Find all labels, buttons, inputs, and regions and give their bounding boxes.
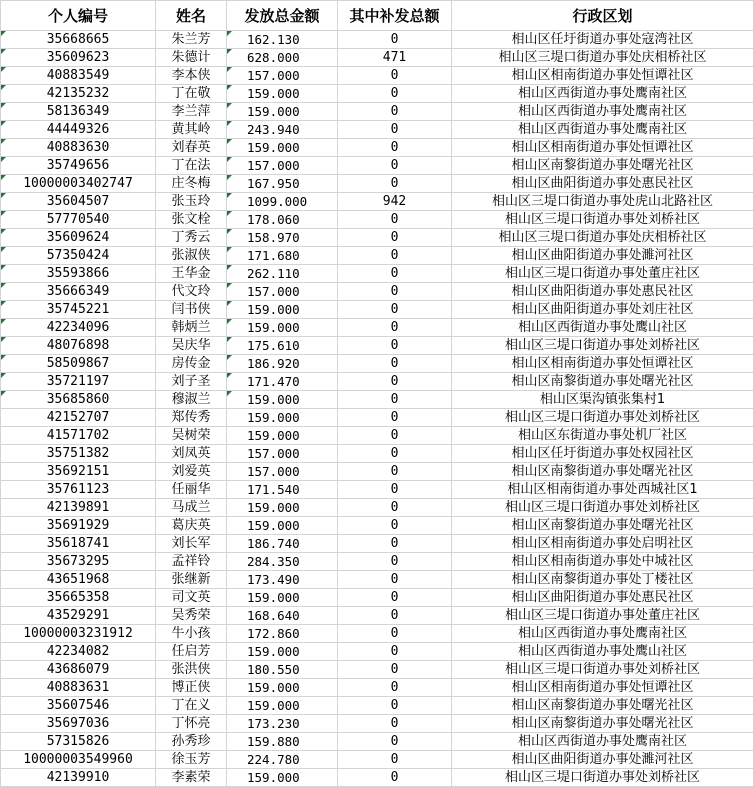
table-row (1, 463, 753, 481)
table-row (1, 553, 753, 571)
cell-total-amount[interactable]: 159.000 (227, 139, 338, 157)
cell-total-amount[interactable]: 159.000 (227, 301, 338, 319)
table-row (1, 49, 753, 67)
cell-name[interactable]: 刘长军 (156, 535, 227, 553)
cell-region[interactable]: 相山区任圩街道办事处权园社区 (452, 445, 753, 463)
table-row (1, 733, 753, 751)
cell-total-amount[interactable]: 159.000 (227, 517, 338, 535)
cell-person-id[interactable]: 40883631 (1, 679, 156, 697)
cell-region[interactable]: 相山区南黎街道办事处曙光社区 (452, 373, 753, 391)
cell-region[interactable]: 相山区西街道办事处鹰南社区 (452, 733, 753, 751)
cell-region[interactable]: 相山区三堤口街道办事处刘桥社区 (452, 769, 753, 787)
cell-back-pay[interactable]: 0 (338, 265, 452, 283)
table-body (1, 31, 753, 787)
cell-region[interactable]: 相山区三堤口街道办事处董庄社区 (452, 265, 753, 283)
cell-region[interactable]: 相山区三堤口街道办事处刘桥社区 (452, 661, 753, 679)
cell-back-pay[interactable]: 0 (338, 517, 452, 535)
header-row (1, 1, 753, 31)
cell-region[interactable]: 相山区三堤口街道办事处刘桥社区 (452, 211, 753, 229)
cell-total-amount[interactable]: 167.950 (227, 175, 338, 193)
cell-back-pay[interactable]: 0 (338, 121, 452, 139)
cell-back-pay[interactable]: 0 (338, 625, 452, 643)
cell-person-id[interactable]: 42135232 (1, 85, 156, 103)
table-row (1, 427, 753, 445)
cell-total-amount[interactable]: 173.490 (227, 571, 338, 589)
cell-person-id[interactable]: 40883630 (1, 139, 156, 157)
cell-total-amount[interactable]: 159.000 (227, 427, 338, 445)
table-row (1, 67, 753, 85)
cell-back-pay[interactable]: 0 (338, 697, 452, 715)
cell-back-pay[interactable]: 0 (338, 751, 452, 769)
cell-total-amount[interactable]: 159.000 (227, 391, 338, 409)
cell-total-amount[interactable]: 171.470 (227, 373, 338, 391)
cell-region[interactable]: 相山区曲阳街道办事处濉河社区 (452, 751, 753, 769)
table-row (1, 409, 753, 427)
cell-name[interactable]: 李素荣 (156, 769, 227, 787)
cell-total-amount[interactable]: 158.970 (227, 229, 338, 247)
cell-name[interactable]: 张继新 (156, 571, 227, 589)
cell-person-id[interactable]: 35721197 (1, 373, 156, 391)
cell-back-pay[interactable]: 0 (338, 589, 452, 607)
cell-back-pay[interactable]: 0 (338, 391, 452, 409)
cell-total-amount[interactable]: 159.000 (227, 319, 338, 337)
cell-person-id[interactable]: 35609623 (1, 49, 156, 67)
cell-total-amount[interactable]: 159.000 (227, 697, 338, 715)
cell-back-pay[interactable]: 0 (338, 337, 452, 355)
cell-region[interactable]: 相山区三堤口街道办事处刘桥社区 (452, 409, 753, 427)
table-row (1, 247, 753, 265)
table-row (1, 265, 753, 283)
table-row (1, 391, 753, 409)
table-row (1, 715, 753, 733)
cell-name[interactable]: 吴庆华 (156, 337, 227, 355)
cell-person-id[interactable]: 35593866 (1, 265, 156, 283)
cell-total-amount[interactable]: 168.640 (227, 607, 338, 625)
cell-name[interactable]: 代文玲 (156, 283, 227, 301)
cell-back-pay[interactable]: 0 (338, 139, 452, 157)
cell-region[interactable]: 相山区西街道办事处鹰南社区 (452, 625, 753, 643)
cell-region[interactable]: 相山区三堤口街道办事处董庄社区 (452, 607, 753, 625)
cell-back-pay[interactable]: 0 (338, 211, 452, 229)
cell-total-amount[interactable]: 628.000 (227, 49, 338, 67)
cell-person-id[interactable]: 35685860 (1, 391, 156, 409)
cell-region[interactable]: 相山区三堤口街道办事处虎山北路社区 (452, 193, 753, 211)
cell-total-amount[interactable]: 243.940 (227, 121, 338, 139)
cell-region[interactable]: 相山区曲阳街道办事处惠民社区 (452, 175, 753, 193)
cell-person-id[interactable]: 35673295 (1, 553, 156, 571)
cell-name[interactable]: 朱德计 (156, 49, 227, 67)
cell-person-id[interactable]: 40883549 (1, 67, 156, 85)
cell-person-id[interactable]: 35691929 (1, 517, 156, 535)
cell-total-amount[interactable]: 180.550 (227, 661, 338, 679)
cell-total-amount[interactable]: 186.740 (227, 535, 338, 553)
cell-back-pay[interactable]: 0 (338, 283, 452, 301)
cell-person-id[interactable]: 42139910 (1, 769, 156, 787)
table-row (1, 625, 753, 643)
cell-name[interactable]: 司文英 (156, 589, 227, 607)
cell-back-pay[interactable]: 0 (338, 247, 452, 265)
cell-name[interactable]: 任丽华 (156, 481, 227, 499)
cell-name[interactable]: 刘凤英 (156, 445, 227, 463)
cell-back-pay[interactable]: 471 (338, 49, 452, 67)
header-cell-total-amount[interactable]: 发放总金额 (227, 1, 338, 31)
cell-back-pay[interactable]: 0 (338, 607, 452, 625)
cell-region[interactable]: 相山区三堤口街道办事处刘桥社区 (452, 499, 753, 517)
cell-back-pay[interactable]: 0 (338, 463, 452, 481)
table-row (1, 373, 753, 391)
cell-person-id[interactable]: 44449326 (1, 121, 156, 139)
cell-region[interactable]: 相山区渠沟镇张集村1 (452, 391, 753, 409)
cell-back-pay[interactable]: 0 (338, 715, 452, 733)
cell-name[interactable]: 刘春英 (156, 139, 227, 157)
cell-region[interactable]: 相山区曲阳街道办事处惠民社区 (452, 283, 753, 301)
cell-name[interactable]: 李本侠 (156, 67, 227, 85)
cell-person-id[interactable]: 57350424 (1, 247, 156, 265)
cell-total-amount[interactable]: 186.920 (227, 355, 338, 373)
cell-total-amount[interactable]: 159.000 (227, 103, 338, 121)
cell-total-amount[interactable]: 162.130 (227, 31, 338, 49)
cell-name[interactable]: 李兰萍 (156, 103, 227, 121)
table-row (1, 517, 753, 535)
table-row (1, 499, 753, 517)
header-cell-back-pay[interactable]: 其中补发总额 (338, 1, 452, 31)
cell-back-pay[interactable]: 0 (338, 229, 452, 247)
cell-region[interactable]: 相山区南黎街道办事处丁楼社区 (452, 571, 753, 589)
cell-name[interactable]: 庄冬梅 (156, 175, 227, 193)
table-row (1, 337, 753, 355)
table-row (1, 571, 753, 589)
cell-name[interactable]: 牛小孩 (156, 625, 227, 643)
cell-person-id[interactable]: 10000003231912 (1, 625, 156, 643)
cell-total-amount[interactable]: 159.000 (227, 589, 338, 607)
cell-name[interactable]: 孟祥铃 (156, 553, 227, 571)
table-row (1, 535, 753, 553)
table-row (1, 103, 753, 121)
cell-back-pay[interactable]: 0 (338, 661, 452, 679)
cell-person-id[interactable]: 57770540 (1, 211, 156, 229)
cell-region[interactable]: 相山区西街道办事处鹰山社区 (452, 319, 753, 337)
cell-name[interactable]: 张文栓 (156, 211, 227, 229)
cell-region[interactable]: 相山区西街道办事处鹰南社区 (452, 103, 753, 121)
cell-total-amount[interactable]: 284.350 (227, 553, 338, 571)
cell-back-pay[interactable]: 0 (338, 355, 452, 373)
cell-region[interactable]: 相山区相南街道办事处恒谭社区 (452, 355, 753, 373)
cell-back-pay[interactable]: 0 (338, 409, 452, 427)
cell-person-id[interactable]: 43529291 (1, 607, 156, 625)
cell-back-pay[interactable]: 0 (338, 301, 452, 319)
table-row (1, 481, 753, 499)
cell-person-id[interactable]: 10000003549960 (1, 751, 156, 769)
cell-back-pay[interactable]: 942 (338, 193, 452, 211)
cell-name[interactable]: 丁在敬 (156, 85, 227, 103)
cell-total-amount[interactable]: 157.000 (227, 463, 338, 481)
cell-name[interactable]: 韩炳兰 (156, 319, 227, 337)
table-row (1, 139, 753, 157)
cell-person-id[interactable]: 42234096 (1, 319, 156, 337)
cell-name[interactable]: 马成兰 (156, 499, 227, 517)
cell-back-pay[interactable]: 0 (338, 481, 452, 499)
header-cell-name[interactable]: 姓名 (156, 1, 227, 31)
table-row (1, 301, 753, 319)
table-row (1, 769, 753, 787)
cell-person-id[interactable]: 42234082 (1, 643, 156, 661)
cell-back-pay[interactable]: 0 (338, 733, 452, 751)
table-row (1, 643, 753, 661)
cell-region[interactable]: 相山区西街道办事处鹰南社区 (452, 121, 753, 139)
cell-person-id[interactable]: 35666349 (1, 283, 156, 301)
cell-total-amount[interactable]: 159.880 (227, 733, 338, 751)
cell-region[interactable]: 相山区相南街道办事处恒谭社区 (452, 139, 753, 157)
cell-name[interactable]: 王华金 (156, 265, 227, 283)
cell-person-id[interactable]: 35749656 (1, 157, 156, 175)
cell-back-pay[interactable]: 0 (338, 31, 452, 49)
table-row (1, 31, 753, 49)
table-row (1, 175, 753, 193)
cell-name[interactable]: 徐玉芳 (156, 751, 227, 769)
cell-total-amount[interactable]: 171.680 (227, 247, 338, 265)
cell-region[interactable]: 相山区西街道办事处鹰山社区 (452, 643, 753, 661)
cell-total-amount[interactable]: 173.230 (227, 715, 338, 733)
cell-person-id[interactable]: 58509867 (1, 355, 156, 373)
cell-person-id[interactable]: 42152707 (1, 409, 156, 427)
cell-back-pay[interactable]: 0 (338, 319, 452, 337)
cell-back-pay[interactable]: 0 (338, 571, 452, 589)
cell-region[interactable]: 相山区相南街道办事处启明社区 (452, 535, 753, 553)
cell-person-id[interactable]: 35618741 (1, 535, 156, 553)
cell-name[interactable]: 丁在义 (156, 697, 227, 715)
cell-person-id[interactable]: 35751382 (1, 445, 156, 463)
cell-name[interactable]: 丁在法 (156, 157, 227, 175)
cell-person-id[interactable]: 43651968 (1, 571, 156, 589)
table-row (1, 751, 753, 769)
cell-back-pay[interactable]: 0 (338, 679, 452, 697)
cell-total-amount[interactable]: 157.000 (227, 445, 338, 463)
table-row (1, 661, 753, 679)
cell-total-amount[interactable]: 159.000 (227, 85, 338, 103)
cell-name[interactable]: 刘爱英 (156, 463, 227, 481)
table-row (1, 679, 753, 697)
cell-person-id[interactable]: 35692151 (1, 463, 156, 481)
cell-region[interactable]: 相山区任圩街道办事处寇湾社区 (452, 31, 753, 49)
cell-region[interactable]: 相山区东街道办事处机厂社区 (452, 427, 753, 445)
cell-person-id[interactable]: 43686079 (1, 661, 156, 679)
cell-region[interactable]: 相山区三堤口街道办事处庆相桥社区 (452, 49, 753, 67)
cell-total-amount[interactable]: 157.000 (227, 67, 338, 85)
cell-region[interactable]: 相山区曲阳街道办事处刘庄社区 (452, 301, 753, 319)
table-row (1, 85, 753, 103)
cell-total-amount[interactable]: 224.780 (227, 751, 338, 769)
cell-person-id[interactable]: 35668665 (1, 31, 156, 49)
table-row (1, 193, 753, 211)
cell-name[interactable]: 吴树荣 (156, 427, 227, 445)
cell-total-amount[interactable]: 1099.000 (227, 193, 338, 211)
cell-back-pay[interactable]: 0 (338, 643, 452, 661)
table-row (1, 697, 753, 715)
header-cell-person-id[interactable]: 个人编号 (1, 1, 156, 31)
cell-name[interactable]: 张洪侠 (156, 661, 227, 679)
cell-total-amount[interactable]: 262.110 (227, 265, 338, 283)
table-row (1, 157, 753, 175)
cell-region[interactable]: 相山区西街道办事处鹰南社区 (452, 85, 753, 103)
cell-name[interactable]: 丁怀亮 (156, 715, 227, 733)
cell-person-id[interactable]: 57315826 (1, 733, 156, 751)
cell-region[interactable]: 相山区南黎街道办事处曙光社区 (452, 517, 753, 535)
cell-back-pay[interactable]: 0 (338, 157, 452, 175)
cell-region[interactable]: 相山区相南街道办事处恒谭社区 (452, 679, 753, 697)
cell-back-pay[interactable]: 0 (338, 103, 452, 121)
cell-region[interactable]: 相山区相南街道办事处恒谭社区 (452, 67, 753, 85)
cell-person-id[interactable]: 35607546 (1, 697, 156, 715)
cell-person-id[interactable]: 35697036 (1, 715, 156, 733)
cell-total-amount[interactable]: 171.540 (227, 481, 338, 499)
cell-person-id[interactable]: 48076898 (1, 337, 156, 355)
cell-total-amount[interactable]: 159.000 (227, 643, 338, 661)
cell-person-id[interactable]: 42139891 (1, 499, 156, 517)
cell-name[interactable]: 吴秀荣 (156, 607, 227, 625)
cell-total-amount[interactable]: 157.000 (227, 157, 338, 175)
cell-name[interactable]: 郑传秀 (156, 409, 227, 427)
cell-name[interactable]: 葛庆英 (156, 517, 227, 535)
table-row (1, 607, 753, 625)
cell-name[interactable]: 刘子圣 (156, 373, 227, 391)
cell-back-pay[interactable]: 0 (338, 175, 452, 193)
cell-name[interactable]: 黄其岭 (156, 121, 227, 139)
cell-total-amount[interactable]: 159.000 (227, 499, 338, 517)
cell-name[interactable]: 丁秀云 (156, 229, 227, 247)
cell-region[interactable]: 相山区曲阳街道办事处惠民社区 (452, 589, 753, 607)
cell-region[interactable]: 相山区南黎街道办事处曙光社区 (452, 715, 753, 733)
cell-region[interactable]: 相山区曲阳街道办事处濉河社区 (452, 247, 753, 265)
cell-person-id[interactable]: 35761123 (1, 481, 156, 499)
cell-back-pay[interactable]: 0 (338, 445, 452, 463)
table-row (1, 229, 753, 247)
cell-person-id[interactable]: 35609624 (1, 229, 156, 247)
cell-total-amount[interactable]: 175.610 (227, 337, 338, 355)
cell-region[interactable]: 相山区相南街道办事处西城社区1 (452, 481, 753, 499)
cell-name[interactable]: 房传金 (156, 355, 227, 373)
cell-person-id[interactable]: 58136349 (1, 103, 156, 121)
table-row (1, 319, 753, 337)
cell-back-pay[interactable]: 0 (338, 373, 452, 391)
cell-total-amount[interactable]: 157.000 (227, 283, 338, 301)
table-row (1, 283, 753, 301)
cell-name[interactable]: 任启芳 (156, 643, 227, 661)
cell-total-amount[interactable]: 159.000 (227, 769, 338, 787)
table-row (1, 589, 753, 607)
cell-back-pay[interactable]: 0 (338, 85, 452, 103)
cell-total-amount[interactable]: 172.860 (227, 625, 338, 643)
cell-person-id[interactable]: 35604507 (1, 193, 156, 211)
cell-region[interactable]: 相山区三堤口街道办事处刘桥社区 (452, 337, 753, 355)
cell-region[interactable]: 相山区三堤口街道办事处庆相桥社区 (452, 229, 753, 247)
table-row (1, 445, 753, 463)
cell-back-pay[interactable]: 0 (338, 535, 452, 553)
cell-region[interactable]: 相山区南黎街道办事处曙光社区 (452, 157, 753, 175)
table-row (1, 211, 753, 229)
cell-total-amount[interactable]: 159.000 (227, 679, 338, 697)
cell-name[interactable]: 孙秀珍 (156, 733, 227, 751)
cell-name[interactable]: 闫书侠 (156, 301, 227, 319)
table-row (1, 121, 753, 139)
cell-total-amount[interactable]: 178.060 (227, 211, 338, 229)
cell-person-id[interactable]: 41571702 (1, 427, 156, 445)
cell-back-pay[interactable]: 0 (338, 553, 452, 571)
cell-back-pay[interactable]: 0 (338, 499, 452, 517)
cell-name[interactable]: 朱兰芳 (156, 31, 227, 49)
cell-region[interactable]: 相山区南黎街道办事处曙光社区 (452, 697, 753, 715)
cell-back-pay[interactable]: 0 (338, 769, 452, 787)
cell-back-pay[interactable]: 0 (338, 67, 452, 85)
cell-name[interactable]: 张玉玲 (156, 193, 227, 211)
cell-person-id[interactable]: 10000003402747 (1, 175, 156, 193)
cell-total-amount[interactable]: 159.000 (227, 409, 338, 427)
cell-back-pay[interactable]: 0 (338, 427, 452, 445)
cell-name[interactable]: 张淑侠 (156, 247, 227, 265)
cell-region[interactable]: 相山区南黎街道办事处曙光社区 (452, 463, 753, 481)
cell-person-id[interactable]: 35745221 (1, 301, 156, 319)
cell-name[interactable]: 穆淑兰 (156, 391, 227, 409)
cell-region[interactable]: 相山区相南街道办事处中城社区 (452, 553, 753, 571)
cell-name[interactable]: 博正侠 (156, 679, 227, 697)
header-cell-region[interactable]: 行政区划 (452, 1, 753, 31)
table-row (1, 355, 753, 373)
cell-person-id[interactable]: 35665358 (1, 589, 156, 607)
